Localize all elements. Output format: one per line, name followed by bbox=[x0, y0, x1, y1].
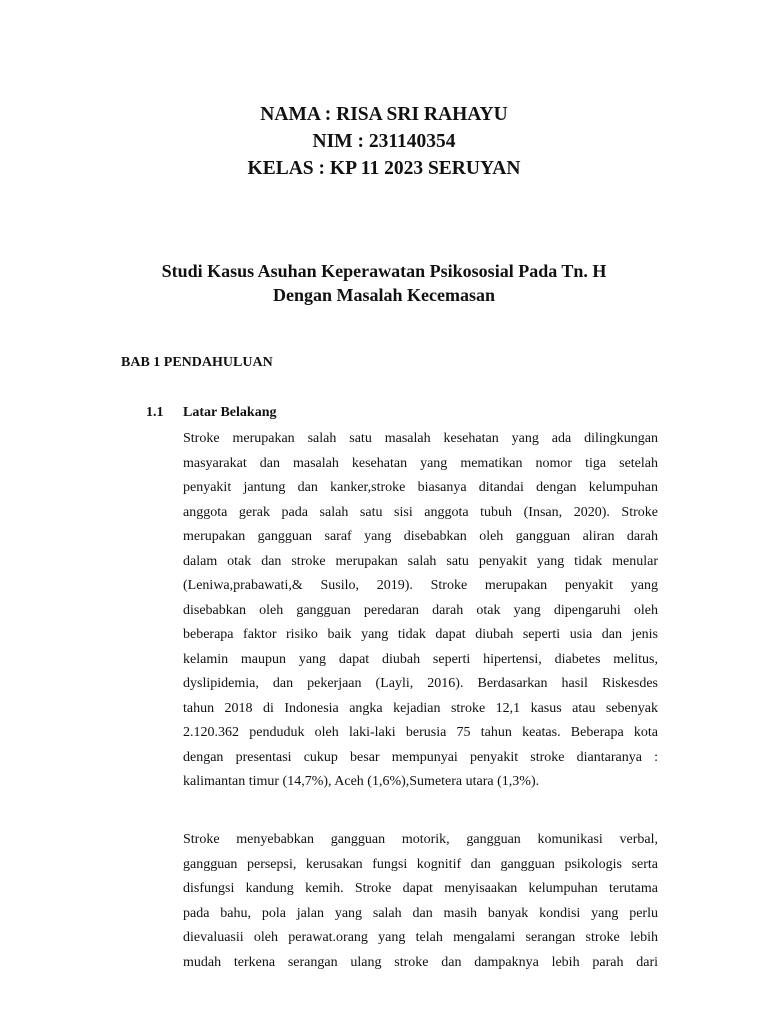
document-title bbox=[0, 259, 768, 307]
section-title: Latar Belakang bbox=[183, 405, 277, 420]
text-line: disfungsi kandung kemih. Stroke dapat menyisaakan kelumpuhan terutama bbox=[183, 881, 658, 896]
text-line: Stroke merupakan salah satu masalah kesehatan yang ada dilingkungan bbox=[183, 431, 658, 446]
text-line: 2.120.362 penduduk oleh laki-laki berusia 75 tahun keatas. Beberapa kota bbox=[183, 725, 658, 740]
text-line: penyakit jantung dan kanker,stroke biasanya ditandai dengan kelumpuhan bbox=[183, 480, 658, 495]
text-line: mudah terkena serangan ulang stroke dan dampaknya lebih parah dari bbox=[183, 954, 658, 970]
section-number: 1.1 bbox=[146, 405, 164, 420]
text-line: disebabkan oleh gangguan peredaran darah otak yang dipengaruhi oleh bbox=[183, 602, 658, 618]
text-line: Stroke menyebabkan gangguan motorik, gangguan komunikasi verbal, bbox=[183, 832, 658, 847]
text-line: dievaluasii oleh perawat.orang yang telah mengalami serangan stroke lebih bbox=[183, 930, 658, 945]
text-line: pada bahu, pola jalan yang salah dan masih banyak kondisi yang perlu bbox=[183, 905, 658, 921]
text-line: tahun 2018 di Indonesia angka kejadian stroke 12,1 kasus atau sebenyak bbox=[183, 700, 658, 716]
student-identity-header bbox=[0, 101, 768, 182]
text-line: dyslipidemia, dan pekerjaan (Layli, 2016). Berdasarkan hasil Riskesdes bbox=[183, 676, 658, 691]
text-line: kalimantan timur (14,7%), Aceh (1,6%),Sumetera utara (1,3%). bbox=[183, 774, 540, 789]
chapter-heading: BAB 1 PENDAHULUAN bbox=[121, 355, 273, 370]
text-line: gangguan persepsi, kerusakan fungsi kognitif dan gangguan psikologis serta bbox=[183, 856, 658, 872]
text-line: (Leniwa,prabawati,& Susilo, 2019). Stroke merupakan penyakit yang bbox=[183, 578, 658, 593]
paragraph-2 bbox=[183, 828, 658, 975]
text-line: dalam otak dan stroke merupakan salah satu penyakit yang tidak menular bbox=[183, 553, 658, 569]
title-line-2: Dengan Masalah Kecemasan bbox=[273, 285, 495, 305]
student-nim: NIM : 231140354 bbox=[312, 131, 456, 152]
text-line: merupakan gangguan saraf yang disebabkan oleh gangguan aliran darah bbox=[183, 529, 658, 544]
text-line: masyarakat dan masalah kesehatan yang mematikan nomor tiga setelah bbox=[183, 455, 658, 471]
text-line: kelamin maupun yang dapat diubah seperti hipertensi, diabetes melitus, bbox=[183, 651, 658, 667]
title-line-1: Studi Kasus Asuhan Keperawatan Psikososial Pada Tn. H bbox=[161, 261, 607, 281]
paragraph-1 bbox=[183, 427, 658, 795]
student-name: NAMA : RISA SRI RAHAYU bbox=[260, 104, 508, 125]
student-class: KELAS : KP 11 2023 SERUYAN bbox=[247, 158, 521, 179]
text-line: anggota gerak pada salah satu sisi anggota tubuh (Insan, 2020). Stroke bbox=[183, 504, 658, 520]
text-line: beberapa faktor risiko baik yang tidak dapat diubah seperti usia dan jenis bbox=[183, 627, 658, 642]
text-line: dengan presentasi cukup besar mempunyai penyakit stroke diantaranya : bbox=[183, 749, 658, 765]
